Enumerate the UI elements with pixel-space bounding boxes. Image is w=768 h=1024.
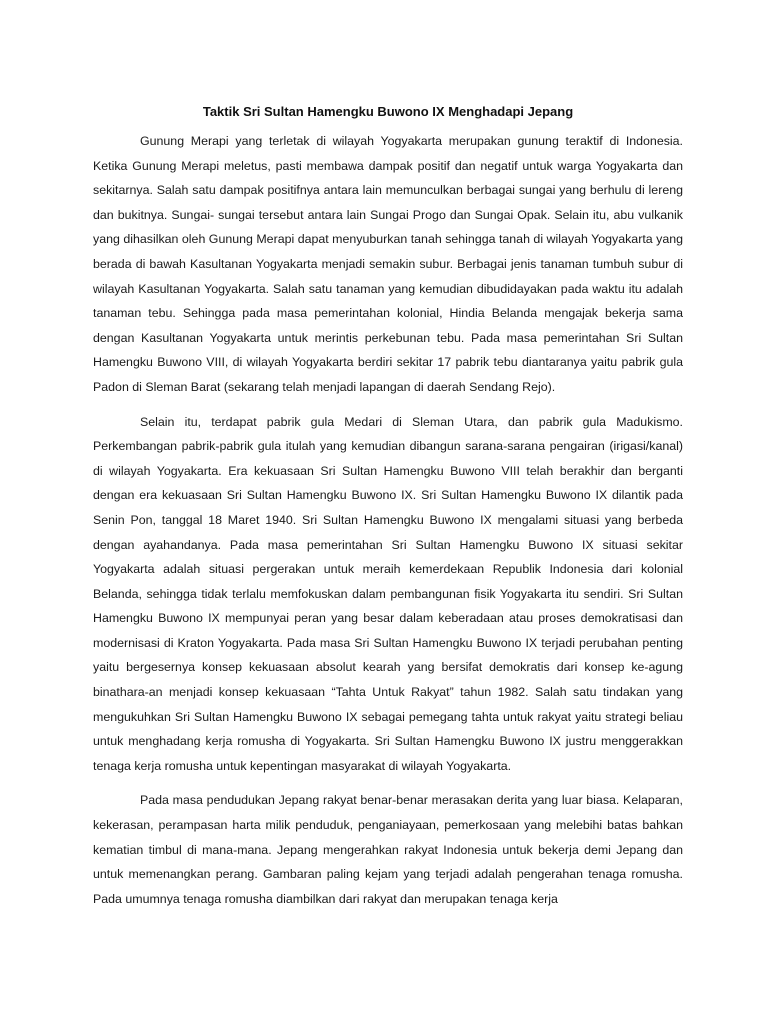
paragraph-3: Pada masa pendudukan Jepang rakyat benar-benar merasakan derita yang luar biasa. Kelaparan, kekerasan, perampasan harta milik penduduk, penganiayaan, pemerkosaan yang melebihi batas bahkan kematian timbul di mana-mana. Jepang mengerahkan rakyat Indonesia untuk bekerja demi Jepang dan untuk memenangkan perang. Gambaran paling kejam yang terjadi adalah pengerahan tenaga romusha. Pada umumnya tenaga romusha diambilkan dari rakyat dan merupakan tenaga kerja [93,793,683,906]
paragraph-2: Selain itu, terdapat pabrik gula Medari di Sleman Utara, dan pabrik gula Madukismo. Perkembangan pabrik-pabrik gula itulah yang kemudian dibangun sarana-sarana pengairan (irigasi/kanal) di wilayah Yogyakarta. Era kekuasaan Sri Sultan Hamengku Buwono VIII telah berakhir dan berganti dengan era kekuasaan Sri Sultan Hamengku Buwono IX. Sri Sultan Hamengku Buwono IX dilantik pada Senin Pon, tanggal 18 Maret 1940. Sri Sultan Hamengku Buwono IX mengalami situasi yang berbeda dengan ayahandanya. Pada masa pemerintahan Sri Sultan Hamengku Buwono IX situasi sekitar Yogyakarta adalah situasi pergerakan untuk meraih kemerdekaan Republik Indonesia dari kolonial Belanda, sehingga tidak terlalu memfokuskan dalam pembangunan fisik Yogyakarta itu sendiri. Sri Sultan Hamengku Buwono IX mempunyai peran yang besar dalam keberadaan atau proses demokratisasi dan modernisasi di Kraton Yogyakarta. Pada masa Sri Sultan Hamengku Buwono IX terjadi perubahan penting yaitu bergesernya konsep kekuasaan absolut kearah yang bersifat demokratis dari konsep ke-agung binathara-an menjadi konsep kekuasaan “Tahta Untuk Rakyat” tahun 1982. Salah satu tindakan yang mengukuhkan Sri Sultan Hamengku Buwono IX sebagai pemegang tahta untuk rakyat yaitu strategi beliau untuk menghadang kerja romusha di Yogyakarta. Sri Sultan Hamengku Buwono IX justru menggerakkan tenaga kerja romusha untuk kepentingan masyarakat di wilayah Yogyakarta. [93,414,683,773]
document-body [93,103,683,921]
document-title: Taktik Sri Sultan Hamengku Buwono IX Menghadapi Jepang [202,104,574,119]
paragraph-1: Gunung Merapi yang terletak di wilayah Yogyakarta merupakan gunung teraktif di Indonesia. Ketika Gunung Merapi meletus, pasti membawa dampak positif dan negatif untuk warga Yogyakarta dan sekitarnya. Salah satu dampak positifnya antara lain memunculkan berbagai sungai yang berhulu di lereng dan bukitnya. Sungai- sungai tersebut antara lain Sungai Progo dan Sungai Opak. Selain itu, abu vulkanik yang dihasilkan oleh Gunung Merapi dapat menyuburkan tanah sehingga tanah di wilayah Yogyakarta yang berada di bawah Kasultanan Yogyakarta menjadi semakin subur. Berbagai jenis tanaman tumbuh subur di wilayah Kasultanan Yogyakarta. Salah satu tanaman yang kemudian dibudidayakan pada waktu itu adalah tanaman tebu. Sehingga pada masa pemerintahan kolonial, Hindia Belanda mengajak bekerja sama dengan Kasultanan Yogyakarta untuk merintis perkebunan tebu. Pada masa pemerintahan Sri Sultan Hamengku Buwono VIII, di wilayah Yogyakarta berdiri sekitar 17 pabrik tebu diantaranya yaitu pabrik gula Padon di Sleman Barat (sekarang telah menjadi lapangan di daerah Sendang Rejo). [93,134,683,394]
